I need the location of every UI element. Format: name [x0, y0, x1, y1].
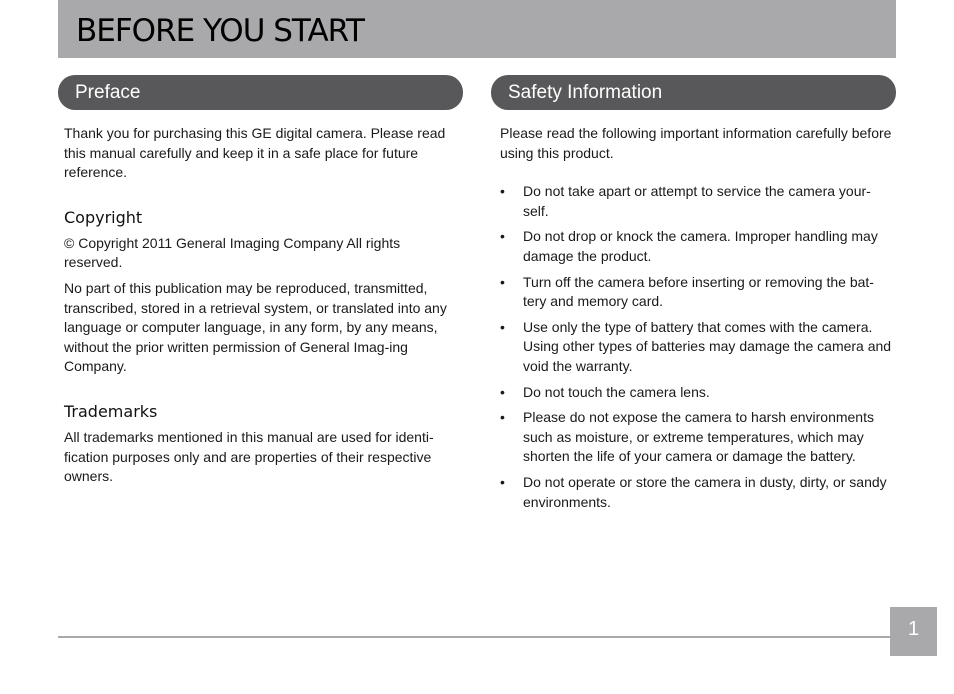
list-item: • Do not operate or store the camera in dusty, dirty, or sandy environments.	[500, 473, 892, 512]
page-title: BEFORE YOU START	[76, 13, 364, 49]
safety-list	[500, 182, 892, 512]
copyright-heading: Copyright	[64, 207, 143, 227]
list-item: • Do not touch the camera lens.	[500, 383, 892, 403]
safety-column	[500, 124, 892, 518]
section-header-preface	[58, 75, 463, 110]
list-item: • Use only the type of battery that comes with the camera. Using other types of batteries may damage the camera and void the warranty.	[500, 318, 892, 377]
preface-intro: Thank you for purchasing this GE digital camera. Please read this manual carefully and keep it in a safe place for future reference.	[64, 125, 446, 181]
trademarks-body: All trademarks mentioned in this manual are used for identi-fication purposes only and are properties of their respective owners.	[64, 428, 434, 485]
section-heading-preface: Preface	[75, 82, 141, 103]
section-header-safety	[491, 75, 896, 110]
safety-intro: Please read the following important information carefully before using this product.	[500, 125, 892, 161]
list-item: • Please do not expose the camera to harsh environments such as moisture, or extreme temperatures, which may shorten the life of your camera or damage the battery.	[500, 408, 892, 467]
preface-column	[64, 124, 456, 487]
trademarks-heading: Trademarks	[64, 401, 158, 421]
list-item: • Turn off the camera before inserting or removing the bat-tery and memory card.	[500, 273, 892, 312]
footer-divider	[58, 636, 890, 638]
copyright-notice: © Copyright 2011 General Imaging Company All rights reserved.	[64, 234, 401, 271]
list-item: • Do not take apart or attempt to service the camera your-self.	[500, 182, 892, 221]
title-bar	[58, 0, 896, 58]
page-number: 1	[890, 607, 937, 656]
copyright-body: No part of this publication may be reproduced, transmitted, transcribed, stored in a retrieval system, or translated into any language or computer language, in any form, by any means, without the prior written permission of General Imag-ing Company.	[64, 279, 447, 375]
section-heading-safety: Safety Information	[508, 82, 663, 103]
list-item: • Do not drop or knock the camera. Improper handling may damage the product.	[500, 227, 892, 266]
